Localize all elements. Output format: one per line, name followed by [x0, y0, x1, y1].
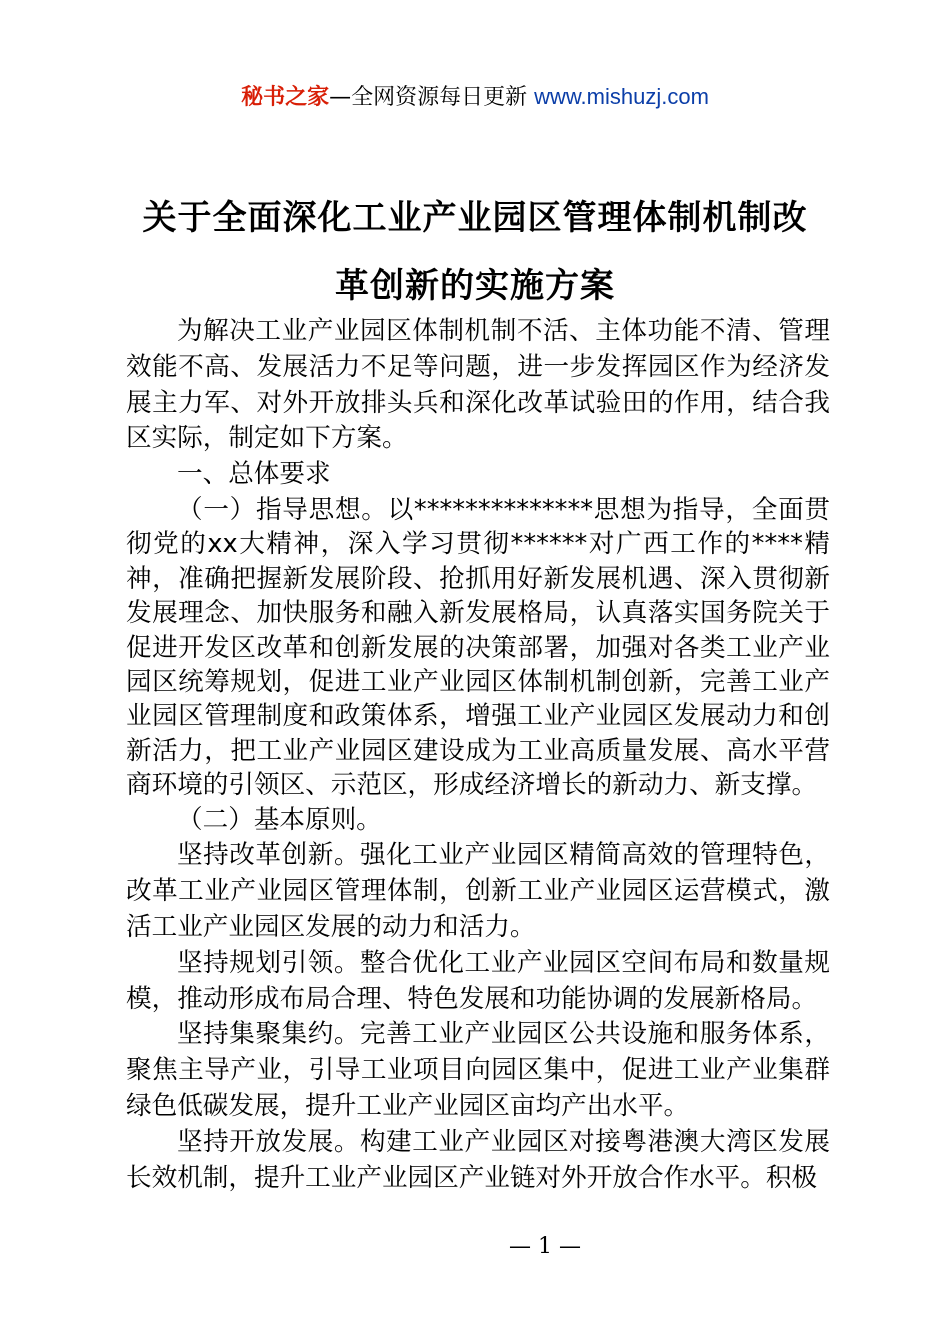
- document-title-line-1: 关于全面深化工业产业园区管理体制机制改: [142, 198, 808, 238]
- paragraph-reform-innovation: 坚持改革创新。强化工业产业园区精简高效的管理特色，改革工业产业园区管理体制，创新工业产业园区运营模式，激活工业产业园区发展的动力和活力。: [126, 840, 830, 943]
- paragraph-planning-guidance: 坚持规划引领。整合优化工业产业园区空间布局和数量规模，推动形成布局合理、特色发展和功能协调的发展新格局。: [126, 947, 830, 1014]
- site-header: [0, 80, 950, 115]
- paragraph-agglomeration: 坚持集聚集约。完善工业产业园区公共设施和服务体系，聚焦主导产业，引导工业项目向园区集中，促进工业产业集群绿色低碳发展，提升工业产业园区亩均产出水平。: [126, 1019, 830, 1122]
- site-url[interactable]: www.mishuzj.com: [534, 84, 709, 109]
- paragraph-intro: 为解决工业产业园区体制机制不活、主体功能不清、管理效能不高、发展活力不足等问题，进一步发挥园区作为经济发展主力军、对外开放排头兵和深化改革试验田的作用，结合我区实际，制定如下方案。: [126, 316, 830, 454]
- site-brand: 秘书之家: [241, 85, 330, 110]
- page-footer: [0, 1234, 950, 1259]
- document-title-line-2: 革创新的实施方案: [335, 266, 615, 306]
- page-number: — 1 —: [509, 1234, 581, 1259]
- document-body: [126, 314, 830, 1196]
- site-tagline: —全网资源每日更新: [329, 85, 528, 110]
- paragraph-open-development: 坚持开放发展。构建工业产业园区对接粤港澳大湾区发展长效机制，提升工业产业园区产业链对外开放合作水平。积极: [126, 1126, 830, 1193]
- heading-general-requirements: 一、总体要求: [177, 459, 331, 490]
- paragraph-guiding-ideology: （一）指导思想。以**************思想为指导，全面贯彻党的xx大精神，深入学习贯彻******对广西工作的****精神，准确把握新发展阶段、抢抓用好新发展机遇、深入贯彻新发展理念、加快服务和融入新发展格局，认真落实国务院关于促进开发区改革和创新发展的决策部署，加强对各类工业产业园区统筹规划，促进工业产业园区体制机制创新，完善工业产业园区管理制度和政策体系，增强工业产业园区发展动力和创新活力，把工业产业园区建设成为工业高质量发展、高水平营商环境的引领区、示范区，形成经济增长的新动力、新支撑。: [126, 494, 830, 801]
- heading-basic-principles: （二）基本原则。: [177, 804, 382, 835]
